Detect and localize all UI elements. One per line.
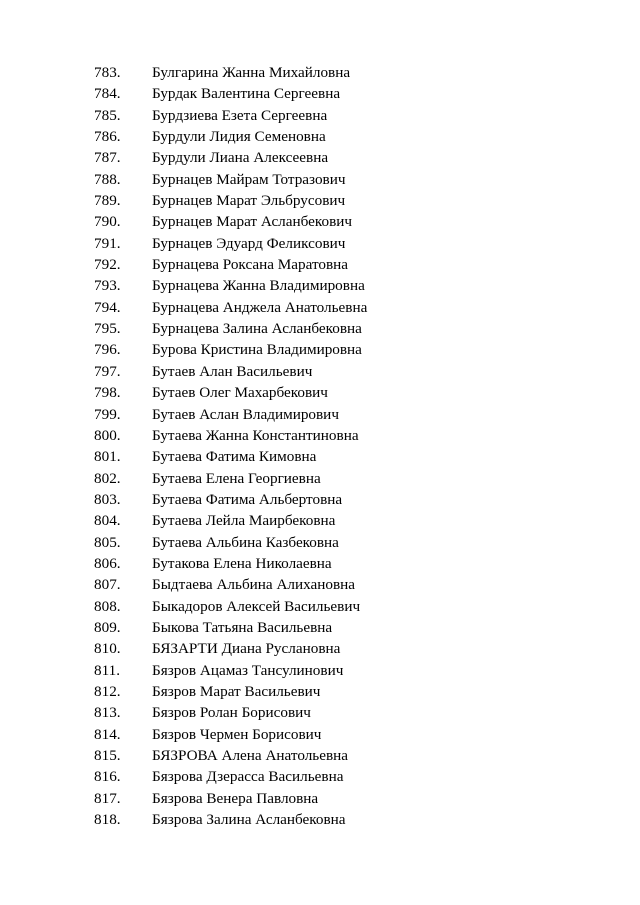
entry-name: Бязрова Венера Павловна bbox=[152, 789, 319, 807]
entry-number: 808. bbox=[94, 597, 121, 615]
entry-number: 795. bbox=[94, 320, 121, 338]
list-item bbox=[94, 510, 367, 531]
entry-number: 784. bbox=[94, 85, 121, 103]
entry-name: Бурдак Валентина Сергеевна bbox=[152, 85, 341, 103]
entry-name: Бутаева Фатима Кимовна bbox=[152, 448, 317, 466]
list-item bbox=[94, 105, 367, 126]
entry-number: 805. bbox=[94, 533, 121, 551]
entry-name: Бутаева Жанна Константиновна bbox=[152, 426, 359, 444]
list-item bbox=[94, 724, 367, 745]
entry-number: 792. bbox=[94, 256, 121, 274]
list-item bbox=[94, 766, 367, 787]
entry-name: Бурнацева Роксана Маратовна bbox=[152, 256, 349, 274]
entry-number: 787. bbox=[94, 149, 121, 167]
list-item bbox=[94, 596, 367, 617]
entry-name: Бязров Ацамаз Тансулинович bbox=[152, 661, 344, 679]
entry-name: Бязров Марат Васильевич bbox=[152, 682, 321, 700]
entry-name: БЯЗРОВА Алена Анатольевна bbox=[152, 747, 349, 764]
entry-name: Бутаева Фатима Альбертовна bbox=[152, 490, 343, 508]
list-item bbox=[94, 361, 367, 382]
entry-name: Бутаева Альбина Казбековна bbox=[152, 533, 339, 551]
entry-name: Бурнацев Марат Асланбекович bbox=[152, 213, 353, 231]
entry-number: 799. bbox=[94, 405, 121, 423]
entry-name: Быкадоров Алексей Васильевич bbox=[152, 597, 361, 615]
entry-name: Бурнацев Эдуард Феликсович bbox=[152, 234, 346, 252]
list-item bbox=[94, 147, 367, 168]
entry-number: 807. bbox=[94, 576, 121, 594]
list-item bbox=[94, 574, 367, 595]
entry-name: Бутакова Елена Николаевна bbox=[152, 554, 332, 572]
entry-name: Бязрова Залина Асланбековна bbox=[152, 811, 346, 829]
entry-number: 806. bbox=[94, 554, 121, 572]
list-item bbox=[94, 254, 367, 275]
entry-number: 798. bbox=[94, 384, 121, 402]
entry-name: Бурова Кристина Владимировна bbox=[152, 341, 362, 359]
entry-number: 789. bbox=[94, 192, 121, 210]
list-item bbox=[94, 318, 367, 339]
entry-number: 818. bbox=[94, 811, 121, 829]
entry-name: Бутаев Алан Васильевич bbox=[152, 362, 313, 380]
list-item bbox=[94, 297, 367, 318]
list-item bbox=[94, 190, 367, 211]
list-item bbox=[94, 83, 367, 104]
entry-number: 801. bbox=[94, 448, 121, 466]
entry-number: 791. bbox=[94, 234, 121, 252]
list-item bbox=[94, 489, 367, 510]
entry-number: 802. bbox=[94, 469, 121, 487]
list-item bbox=[94, 809, 367, 830]
entry-number: 815. bbox=[94, 747, 121, 764]
entry-name: Бутаев Олег Махарбекович bbox=[152, 384, 328, 402]
list-item bbox=[94, 532, 367, 553]
entry-name: Бутаева Лейла Маирбековна bbox=[152, 512, 336, 530]
entry-number: 783. bbox=[94, 64, 121, 81]
list-item bbox=[94, 745, 367, 766]
entry-number: 811. bbox=[94, 661, 121, 679]
list-item bbox=[94, 446, 367, 467]
entry-number: 803. bbox=[94, 490, 121, 508]
entry-number: 788. bbox=[94, 170, 121, 188]
entry-number: 800. bbox=[94, 426, 121, 444]
entry-number: 812. bbox=[94, 682, 121, 700]
entry-number: 816. bbox=[94, 768, 121, 786]
list-item bbox=[94, 62, 367, 83]
entry-number: 804. bbox=[94, 512, 121, 530]
entry-number: 810. bbox=[94, 640, 121, 658]
entry-name: Бутаев Аслан Владимирович bbox=[152, 405, 339, 423]
list-item bbox=[94, 553, 367, 574]
entry-name: Булгарина Жанна Михайловна bbox=[152, 64, 351, 81]
entry-name: Бурдули Лиана Алексеевна bbox=[152, 149, 329, 167]
entry-number: 814. bbox=[94, 725, 121, 743]
entry-name: БЯЗАРТИ Диана Руслановна bbox=[152, 640, 341, 658]
entry-name: Бязров Чермен Борисович bbox=[152, 725, 322, 743]
list-item bbox=[94, 468, 367, 489]
entry-number: 785. bbox=[94, 106, 121, 124]
list-item bbox=[94, 617, 367, 638]
entry-name: Бязрова Дзерасса Васильевна bbox=[152, 768, 344, 786]
list-item bbox=[94, 404, 367, 425]
list-item bbox=[94, 382, 367, 403]
entry-name: Бурнацева Анджела Анатольевна bbox=[152, 298, 368, 316]
entry-name: Бурнацева Залина Асланбековна bbox=[152, 320, 362, 338]
list-item bbox=[94, 681, 367, 702]
list-item bbox=[94, 126, 367, 147]
entry-name: Бутаева Елена Георгиевна bbox=[152, 469, 321, 487]
list-item bbox=[94, 638, 367, 659]
list-item bbox=[94, 702, 367, 723]
entry-name: Бурнацев Майрам Тотразович bbox=[152, 170, 346, 188]
entry-number: 813. bbox=[94, 704, 121, 722]
list-item bbox=[94, 169, 367, 190]
list-item bbox=[94, 233, 367, 254]
entry-name: Бурдзиева Езета Сергеевна bbox=[152, 106, 328, 124]
list-item bbox=[94, 660, 367, 681]
entry-number: 796. bbox=[94, 341, 121, 359]
entry-name: Бурнацева Жанна Владимировна bbox=[152, 277, 365, 295]
list-item bbox=[94, 788, 367, 809]
list-item bbox=[94, 425, 367, 446]
entry-name: Бурнацев Марат Эльбрусович bbox=[152, 192, 346, 210]
entry-name: Бязров Ролан Борисович bbox=[152, 704, 311, 722]
list-item bbox=[94, 275, 367, 296]
entry-number: 809. bbox=[94, 618, 121, 636]
entry-number: 786. bbox=[94, 128, 121, 146]
entry-number: 797. bbox=[94, 362, 121, 380]
list-item bbox=[94, 211, 367, 232]
entry-number: 793. bbox=[94, 277, 121, 295]
entry-name: Быдтаева Альбина Алихановна bbox=[152, 576, 356, 594]
entry-number: 790. bbox=[94, 213, 121, 231]
entry-name: Бурдули Лидия Семеновна bbox=[152, 128, 326, 146]
entry-number: 817. bbox=[94, 789, 121, 807]
list-item bbox=[94, 339, 367, 360]
entry-number: 794. bbox=[94, 298, 121, 316]
name-list bbox=[94, 62, 367, 830]
entry-name: Быкова Татьяна Васильевна bbox=[152, 618, 333, 636]
